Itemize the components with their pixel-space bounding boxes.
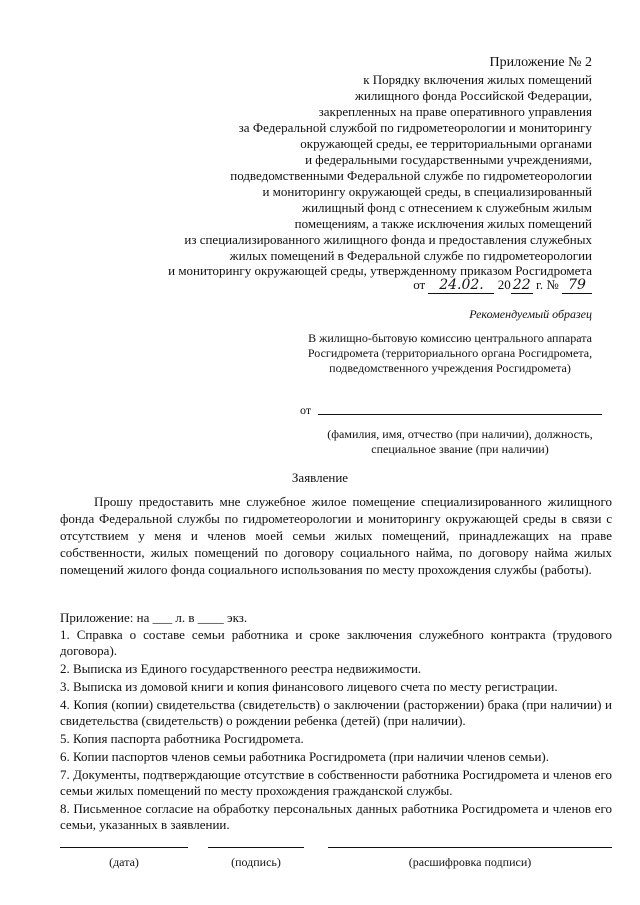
- header-line: из специализированного жилищного фонда и предоставления служебных: [184, 232, 592, 247]
- header-line: жилищный фонд с отнесением к служебным жилым: [302, 200, 592, 215]
- appendix-title: Приложение № 2: [489, 55, 592, 70]
- header-line: и мониторингу окружающей среды, утвержденному приказом Росгидромета: [168, 263, 592, 278]
- attachment-item: 8. Письменное согласие на обработку персональных данных работника Росгидромета и членов его семьи, указанных в заявлении.: [60, 801, 612, 832]
- header-line: к Порядку включения жилых помещений: [363, 72, 592, 87]
- document-title: Заявление: [291, 470, 349, 485]
- attachment-header: Приложение: на ___ л. в ____ экз.: [60, 610, 248, 625]
- header-line: за Федеральной службой по гидрометеорологии и мониторингу: [238, 120, 592, 135]
- year-prefix: 20: [497, 277, 511, 292]
- handwritten-date: 24.02.: [428, 277, 494, 294]
- addressee-block: В жилищно-бытовую комиссию центрального аппарата Росгидромета (территориального органа Росгидромета, подведомственного учреждения Росгидромета): [307, 331, 593, 375]
- header-line: и федеральными государственными учреждениями,: [305, 152, 592, 167]
- attachment-item: 3. Выписка из домовой книги и копия финансового лицевого счета по месту регистрации.: [60, 679, 558, 694]
- header-line: подведомственными Федеральной службе по гидрометеорологии: [230, 168, 592, 183]
- attachment-list: [60, 627, 612, 835]
- handwritten-year: 22: [511, 277, 533, 294]
- handwritten-number: 79: [562, 277, 592, 294]
- date-signature-line: [60, 847, 188, 848]
- name-signature-line: [328, 847, 612, 848]
- from-caption: (фамилия, имя, отчество (при наличии), должность, специальное звание (при наличии): [327, 427, 593, 456]
- recommended-sample-label: Рекомендуемый образец: [469, 307, 592, 321]
- sign-caption: (подпись): [231, 855, 281, 869]
- attachment-item: 4. Копия (копии) свидетельства (свидетельств) о заключении (расторжении) брака (при наличии) и свидетельства (свидетельств) о рождении ребенка (детей) (при наличии).: [60, 697, 612, 728]
- header-line: жилых помещений в Федеральной службе по гидрометеорологии: [229, 248, 592, 263]
- number-label: г. №: [535, 277, 559, 292]
- header-line: жилищного фонда Российской Федерации,: [354, 88, 592, 103]
- name-caption: (расшифровка подписи): [408, 855, 532, 869]
- date-prefix: от: [413, 277, 426, 292]
- application-body: Прошу предоставить мне служебное жилое помещение специализированного жилищного фонда Федеральной службы по гидрометеорологии и мониторингу окружающей среды в связи с отсутствием у меня и членов моей семьи жилых помещений, принадлежащих на праве собственности, жилых помещений по договору социального найма, по договору найма жилых помещений жилого фонда социального использования по месту прохождения службы (работы).: [60, 494, 612, 577]
- attachment-item: 5. Копия паспорта работника Росгидромета.: [60, 731, 304, 746]
- attachment-item: 7. Документы, подтверждающие отсутствие в собственности работника Росгидромета и членов его семьи жилых помещений по месту прохождения гражданской службы.: [60, 767, 612, 798]
- attachment-item: 6. Копии паспортов членов семьи работника Росгидромета (при наличии членов семьи).: [60, 749, 549, 764]
- attachment-item: 2. Выписка из Единого государственного реестра недвижимости.: [60, 661, 422, 676]
- order-date-line: [413, 277, 592, 294]
- header-line: помещениям, а также исключения жилых помещений: [294, 216, 592, 231]
- attachment-item: 1. Справка о составе семьи работника и сроке заключения служебного контракта (трудового договора).: [60, 627, 612, 658]
- from-name-line: [318, 414, 602, 415]
- header-line: закрепленных на праве оперативного управления: [318, 104, 592, 119]
- from-label: от: [300, 403, 312, 417]
- header-line: окружающей среды, ее территориальными органами: [300, 136, 592, 151]
- header-line: и мониторингу окружающей среды, в специализированный: [262, 184, 592, 199]
- sign-signature-line: [208, 847, 304, 848]
- date-caption: (дата): [109, 855, 139, 869]
